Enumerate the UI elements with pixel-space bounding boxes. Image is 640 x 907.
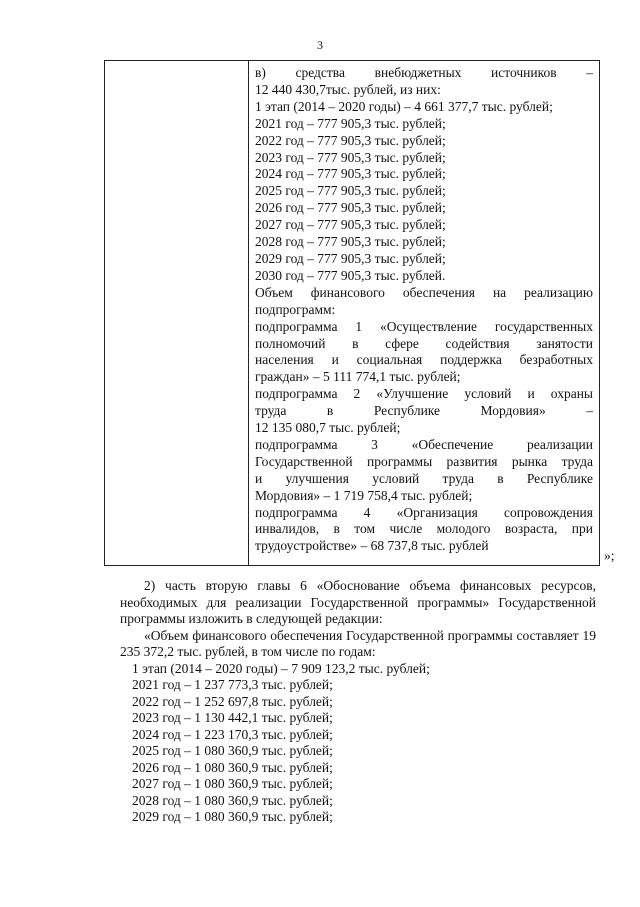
- table-line: 2024 год – 777 905,3 тыс. рублей;: [255, 166, 446, 182]
- table-left-cell: [105, 61, 249, 565]
- table-line: 2023 год – 777 905,3 тыс. рублей;: [255, 149, 446, 165]
- table-line: труда в Республике Мордовия» –: [255, 403, 593, 419]
- table-line: 1 этап (2014 – 2020 годы) – 4 661 377,7 тыс. рублей;: [255, 98, 553, 114]
- list-item: 2025 год – 1 080 360,9 тыс. рублей;: [132, 743, 333, 758]
- table-line: 2025 год – 777 905,3 тыс. рублей;: [255, 183, 446, 199]
- table-line: 12 440 430,7тыс. рублей, из них:: [255, 81, 441, 97]
- table-right-cell: [249, 61, 599, 565]
- table-line: трудоустройстве» – 68 737,8 тыс. рублей: [255, 538, 489, 554]
- table-line: в) средства внебюджетных источников –: [255, 65, 593, 80]
- table-line: 12 135 080,7 тыс. рублей;: [255, 420, 401, 436]
- table-line: 2029 год – 777 905,3 тыс. рублей;: [255, 250, 446, 266]
- table-line: и улучшения условий труда в Республике: [255, 470, 593, 486]
- list-item: 2028 год – 1 080 360,9 тыс. рублей;: [132, 792, 333, 808]
- table-line: 2027 год – 777 905,3 тыс. рублей;: [255, 217, 446, 233]
- table-line: 2022 год – 777 905,3 тыс. рублей;: [255, 132, 446, 148]
- table-line: полномочий в сфере содействия занятости: [255, 335, 593, 351]
- table-line: подпрограмма 3 «Обеспечение реализации: [255, 436, 593, 452]
- table-line: подпрограмм:: [255, 301, 336, 317]
- table-line: населения и социальная поддержка безработных: [255, 352, 593, 368]
- list-item: 2023 год – 1 130 442,1 тыс. рублей;: [132, 710, 333, 725]
- table-line: 2028 год – 777 905,3 тыс. рублей;: [255, 234, 446, 250]
- paragraph: «Объем финансового обеспечения Государственной программы составляет 19 235 372,2 тыс. рублей, в том числе по годам:: [120, 627, 596, 659]
- list-item: 2024 год – 1 223 170,3 тыс. рублей;: [132, 726, 333, 742]
- table-line: подпрограмма 1 «Осуществление государственных: [255, 318, 593, 334]
- table-line: Мордовия» – 1 719 758,4 тыс. рублей;: [255, 487, 473, 503]
- table-line: Государственной программы развития рынка труда: [255, 453, 593, 469]
- list-item: 1 этап (2014 – 2020 годы) – 7 909 123,2 тыс. рублей;: [132, 660, 430, 676]
- list-item: 2026 год – 1 080 360,9 тыс. рублей;: [132, 759, 333, 775]
- body-text: [120, 578, 596, 826]
- list-item: 2027 год – 1 080 360,9 тыс. рублей;: [132, 776, 333, 791]
- table-line: граждан» – 5 111 774,1 тыс. рублей;: [255, 369, 461, 385]
- list-item: 2022 год – 1 252 697,8 тыс. рублей;: [132, 693, 333, 709]
- list-item: 2021 год – 1 237 773,3 тыс. рублей;: [132, 677, 333, 692]
- table-line: 2026 год – 777 905,3 тыс. рублей;: [255, 200, 446, 216]
- page-number: 3: [317, 38, 323, 52]
- table-line: подпрограмма 2 «Улучшение условий и охраны: [255, 386, 593, 402]
- paragraph: 2) часть вторую главы 6 «Обоснование объема финансовых ресурсов, необходимых для реализации Государственной программы» Государственной программы изложить в следующей редакции:: [120, 578, 596, 626]
- table-line: 2030 год – 777 905,3 тыс. рублей.: [255, 267, 446, 283]
- year-list: [132, 661, 596, 826]
- table-line: Объем финансового обеспечения на реализацию: [255, 284, 593, 300]
- table-line: инвалидов, в том числе молодого возраста, при: [255, 521, 593, 537]
- list-item: 2029 год – 1 080 360,9 тыс. рублей;: [132, 809, 333, 824]
- closing-quote: »;: [604, 548, 615, 563]
- table-line: 2021 год – 777 905,3 тыс. рублей;: [255, 115, 446, 131]
- table-line: подпрограмма 4 «Организация сопровождения: [255, 504, 593, 520]
- financing-table: [104, 60, 600, 566]
